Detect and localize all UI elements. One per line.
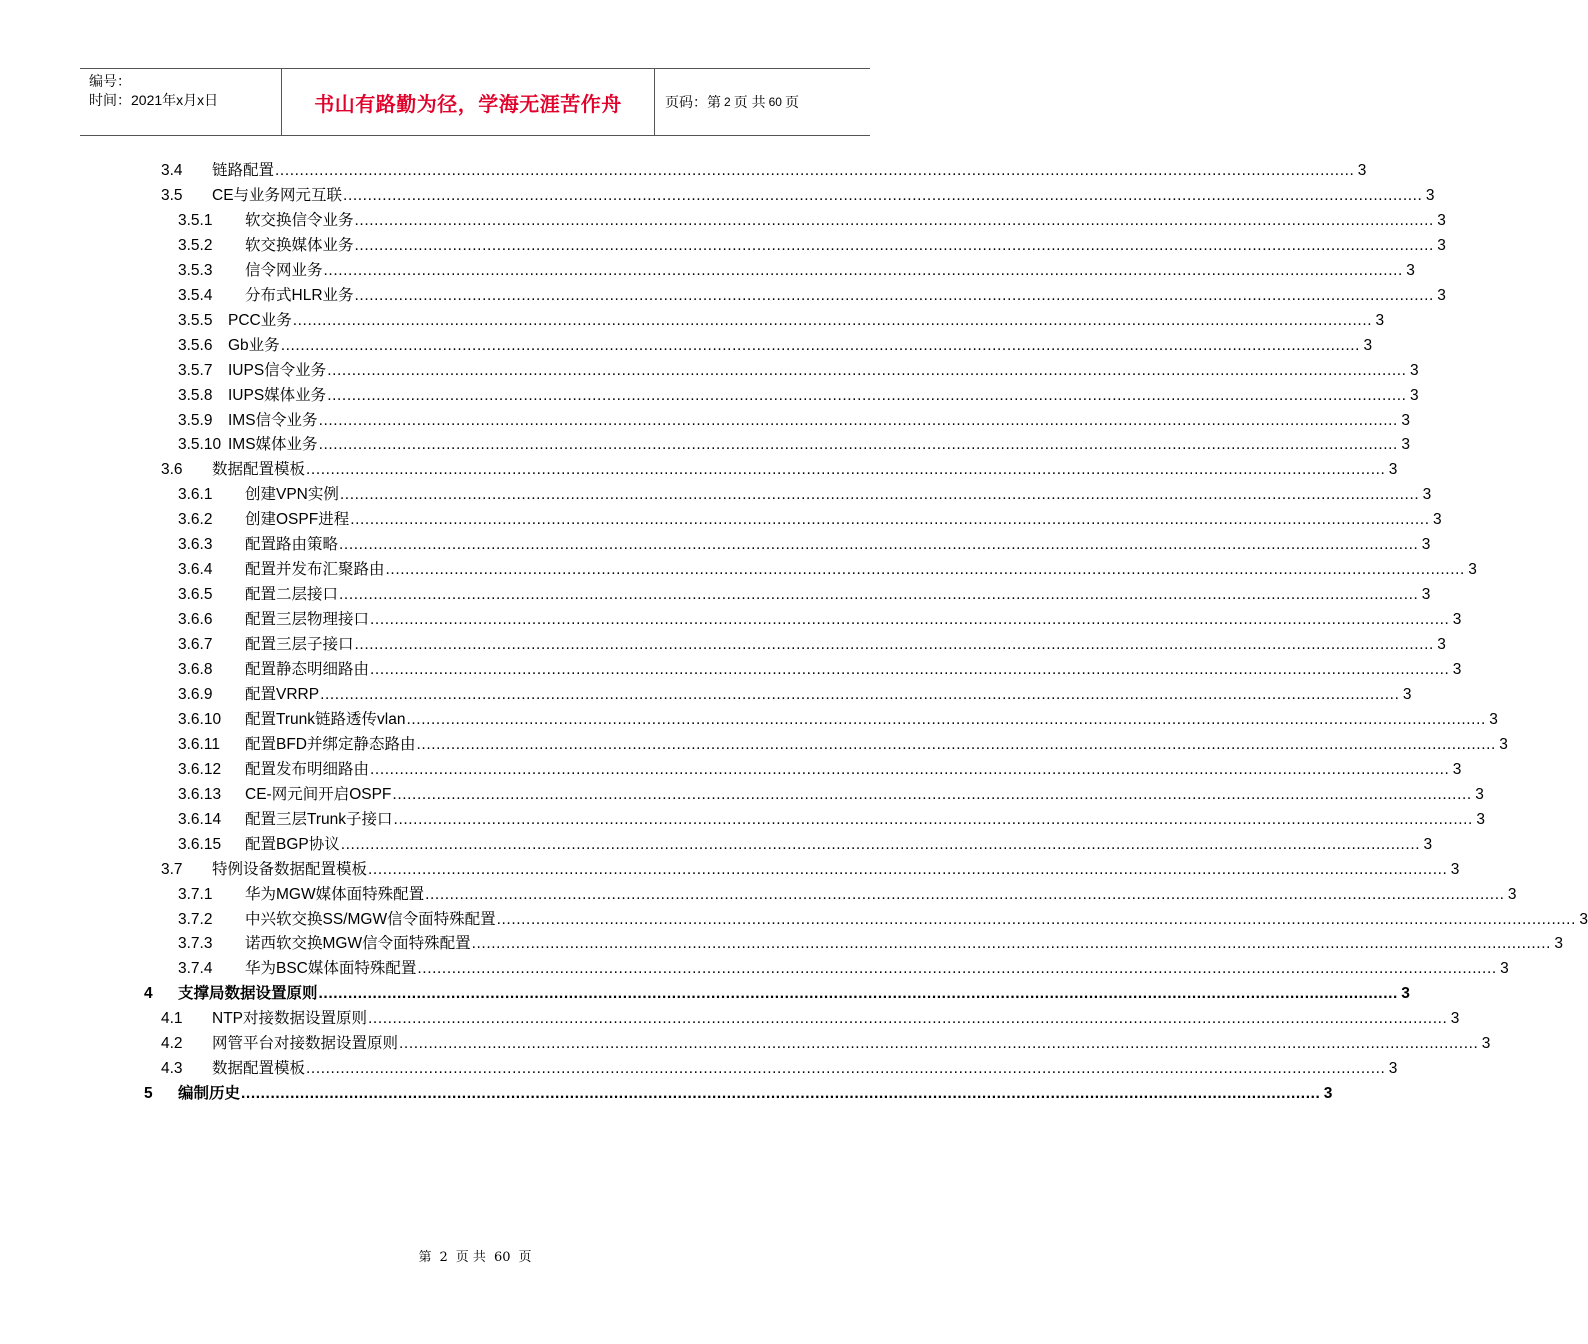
page-prefix: 页码：第 (665, 94, 721, 110)
toc-entry-leader: ............................................................................................................................................................................................................................ (368, 860, 1448, 878)
toc-entry[interactable] (178, 757, 1462, 782)
toc-entry-page: 3 (1437, 236, 1446, 254)
toc-entry-title: 配置VRRP (245, 685, 320, 703)
toc-entry-page: 3 (1423, 835, 1433, 853)
toc-entry-page: 3 (1500, 960, 1509, 978)
page-mid: 页 共 (733, 94, 766, 110)
toc-entry-number: 3.5.10 (178, 436, 222, 454)
toc-entry-number: 3.6.8 (178, 661, 213, 678)
toc-entry-leader: ............................................................................................................................................................................................................................ (339, 536, 1419, 554)
toc-entry-leader: ............................................................................................................................................................................................................................ (392, 785, 1472, 803)
toc-entry-page: 3 (1421, 536, 1431, 554)
toc-entry-number: 4.1 (161, 1010, 183, 1028)
toc-entry-title: 华为BSC媒体面特殊配置 (245, 960, 417, 978)
toc-entry-leader: ............................................................................................................................................................................................................................ (280, 336, 1361, 354)
toc-entry-page: 3 (1475, 785, 1484, 803)
toc-entry[interactable] (178, 782, 1484, 807)
toc-entry-number: 3.6 (161, 461, 183, 479)
toc-entry[interactable] (178, 682, 1412, 707)
toc-entry-number: 3.7.4 (178, 960, 213, 978)
toc-entry[interactable] (178, 607, 1462, 632)
toc-entry-title: 支撑局数据设置原则 (178, 985, 318, 1003)
footer-current: 2 (439, 1250, 448, 1265)
toc-entry-title: 数据配置模板 (212, 461, 306, 479)
toc-entry-number: 3.7.1 (178, 885, 213, 903)
toc-entry-number: 3.5 (161, 186, 183, 204)
footer-total: 60 (493, 1250, 511, 1265)
toc-entry-leader: ............................................................................................................................................................................................................................ (354, 636, 1434, 654)
toc-entry-leader: ............................................................................................................................................................................................................................ (496, 910, 1576, 928)
footer-mid: 页 共 (455, 1250, 486, 1265)
toc-entry-title: 配置Trunk链路透传vlan (245, 710, 406, 728)
toc-entry-page: 3 (1406, 261, 1415, 279)
toc-entry-number: 3.7 (161, 860, 183, 878)
toc-entry[interactable] (178, 956, 1509, 981)
toc-entry[interactable] (178, 208, 1446, 233)
toc-entry-number: 3.6.11 (178, 735, 220, 753)
toc-entry-leader: ............................................................................................................................................................................................................................ (393, 810, 1473, 828)
toc-entry[interactable] (178, 557, 1477, 582)
toc-entry[interactable] (178, 258, 1415, 283)
page-current: 2 (724, 95, 731, 109)
page-total: 60 (768, 95, 782, 109)
toc-entry-title: 诺西软交换MGW信令面特殊配置 (245, 935, 471, 953)
toc-entry-leader: ............................................................................................................................................................................................................................ (370, 760, 1450, 778)
toc-entry-title: CE-网元间开启OSPF (245, 785, 392, 803)
toc-entry[interactable] (178, 931, 1564, 956)
toc-entry-number: 3.5.3 (178, 261, 213, 279)
toc-entry-page: 3 (1450, 1010, 1460, 1028)
toc-entry-title: 网管平台对接数据设置原则 (212, 1035, 399, 1053)
toc-entry-page: 3 (1402, 685, 1412, 703)
toc-entry-title: IUPS信令业务 (228, 361, 327, 379)
toc-entry-page: 3 (1452, 760, 1462, 778)
toc-entry-page: 3 (1357, 162, 1367, 179)
toc-entry-page: 3 (1323, 1085, 1333, 1103)
toc-entry-page: 3 (1409, 386, 1419, 404)
toc-entry-leader: ............................................................................................................................................................................................................................ (275, 162, 1355, 179)
toc-entry-leader: ............................................................................................................................................................................................................................ (320, 685, 1400, 703)
toc-entry-leader: ............................................................................................................................................................................................................................ (350, 511, 1430, 529)
toc-entry[interactable] (161, 1056, 1398, 1081)
toc-entry[interactable] (161, 857, 1460, 882)
footer-suffix: 页 (518, 1250, 532, 1265)
page-header (80, 68, 870, 136)
toc-entry-number: 3.6.1 (178, 486, 213, 504)
toc-entry[interactable] (144, 981, 1410, 1006)
toc-entry-page: 3 (1489, 710, 1498, 728)
toc-entry[interactable] (178, 408, 1410, 433)
toc-entry-leader: ............................................................................................................................................................................................................................ (354, 236, 1434, 254)
toc-entry-leader: ............................................................................................................................................................................................................................ (406, 710, 1486, 728)
toc-entry-page: 3 (1481, 1035, 1491, 1053)
toc-entry-leader: ............................................................................................................................................................................................................................ (385, 561, 1465, 579)
toc-entry[interactable] (178, 807, 1485, 832)
toc-entry[interactable] (178, 532, 1431, 557)
page-suffix: 页 (784, 94, 799, 110)
toc-entry-page: 3 (1554, 935, 1564, 953)
toc-entry-leader: ............................................................................................................................................................................................................................ (306, 1060, 1386, 1078)
toc-entry[interactable] (178, 283, 1446, 308)
toc-entry-number: 3.5.2 (178, 236, 213, 254)
toc-entry-title: 配置路由策略 (245, 536, 339, 554)
toc-entry-number: 3.5.6 (178, 336, 213, 354)
toc-entry-title: 配置三层物理接口 (245, 611, 370, 629)
toc-entry-number: 3.5.4 (178, 286, 213, 304)
toc-entry-leader: ............................................................................................................................................................................................................................ (241, 1085, 1321, 1103)
toc-entry-leader: ............................................................................................................................................................................................................................ (327, 361, 1407, 379)
toc-entry-page: 3 (1468, 561, 1477, 579)
toc-entry-leader: ............................................................................................................................................................................................................................ (425, 885, 1505, 903)
toc-entry-title: 华为MGW媒体面特殊配置 (245, 885, 425, 903)
toc-entry[interactable] (178, 333, 1373, 358)
toc-entry-number: 3.6.12 (178, 760, 222, 778)
toc-entry[interactable] (161, 158, 1367, 183)
toc-entry-leader: ............................................................................................................................................................................................................................ (318, 985, 1398, 1003)
toc-entry-number: 3.5.8 (178, 386, 213, 404)
toc-entry-title: 中兴软交换SS/MGW信令面特殊配置 (245, 910, 496, 928)
toc-entry[interactable] (161, 1006, 1460, 1031)
toc-entry[interactable] (178, 882, 1517, 907)
toc-entry-title: 配置并发布汇聚路由 (245, 561, 385, 579)
toc-entry-page: 3 (1499, 735, 1508, 753)
toc-entry[interactable] (178, 707, 1498, 732)
document-time: 时间：2021年x月x日 (89, 92, 219, 108)
toc-entry-page: 3 (1476, 810, 1485, 828)
toc-entry-page: 3 (1450, 860, 1460, 878)
toc-entry-leader: ............................................................................................................................................................................................................................ (354, 211, 1434, 229)
toc-entry-number: 3.6.13 (178, 785, 222, 803)
toc-entry-title: 创建OSPF进程 (245, 511, 350, 529)
toc-entry-title: 创建VPN实例 (245, 486, 339, 504)
toc-entry-title: PCC业务 (228, 311, 292, 329)
toc-entry-leader: ............................................................................................................................................................................................................................ (340, 835, 1421, 853)
toc-entry-page: 3 (1437, 211, 1446, 229)
toc-entry[interactable] (178, 482, 1432, 507)
toc-entry-page: 3 (1579, 910, 1588, 928)
toc-entry-title: 软交换媒体业务 (245, 236, 354, 254)
toc-entry-page: 3 (1363, 336, 1373, 354)
toc-entry[interactable] (178, 432, 1410, 457)
toc-entry-number: 3.5.7 (178, 361, 213, 379)
toc-entry-number: 3.6.2 (178, 511, 213, 529)
toc-entry[interactable] (161, 457, 1398, 482)
toc-entry-title: 配置BGP协议 (245, 835, 340, 853)
toc-entry[interactable] (178, 632, 1446, 657)
toc-entry[interactable] (178, 832, 1433, 857)
toc-entry-title: CE与业务网元互联 (212, 186, 343, 204)
toc-entry-leader: ............................................................................................................................................................................................................................ (318, 411, 1398, 429)
toc-entry-title: 特例设备数据配置模板 (212, 860, 368, 878)
toc-entry-page: 3 (1401, 985, 1410, 1003)
toc-entry-number: 3.6.3 (178, 536, 213, 554)
toc-entry-number: 3.5.9 (178, 411, 213, 429)
toc-entry-leader: ............................................................................................................................................................................................................................ (471, 935, 1552, 953)
toc-entry[interactable] (178, 732, 1508, 757)
toc-entry-leader: ............................................................................................................................................................................................................................ (327, 386, 1407, 404)
toc-entry-page: 3 (1422, 486, 1432, 504)
toc-entry-number: 3.6.9 (178, 685, 213, 703)
document-code-label: 编号： (89, 73, 131, 89)
toc-entry-page: 3 (1388, 1060, 1398, 1078)
toc-entry-title: 配置三层子接口 (245, 636, 354, 654)
toc-entry-leader: ............................................................................................................................................................................................................................ (416, 735, 1496, 753)
toc-entry-leader: ............................................................................................................................................................................................................................ (370, 661, 1450, 678)
toc-entry-number: 3.6.10 (178, 710, 222, 728)
toc-entry[interactable] (161, 183, 1435, 208)
toc-entry-number: 4.3 (161, 1060, 183, 1078)
toc-entry-page: 3 (1388, 461, 1398, 479)
toc-entry-leader: ............................................................................................................................................................................................................................ (343, 186, 1423, 204)
toc-entry[interactable] (178, 383, 1419, 408)
toc-entry-title: 编制历史 (178, 1085, 241, 1103)
toc-entry[interactable] (178, 907, 1588, 932)
toc-entry-page: 3 (1452, 611, 1462, 629)
toc-entry-leader: ............................................................................................................................................................................................................................ (368, 1010, 1448, 1028)
toc-entry-leader: ............................................................................................................................................................................................................................ (318, 436, 1398, 454)
toc-entry[interactable] (178, 308, 1385, 333)
toc-entry-title: 配置三层Trunk子接口 (245, 810, 393, 828)
toc-entry-page: 3 (1437, 286, 1446, 304)
header-motto-cell (282, 69, 655, 135)
toc-entry-number: 3.6.5 (178, 586, 213, 604)
toc-entry-title: 软交换信令业务 (245, 211, 354, 229)
header-motto: 书山有路勤为径，学海无涯苦作舟 (314, 91, 622, 116)
toc-entry-page: 3 (1507, 885, 1517, 903)
toc-entry-leader: ............................................................................................................................................................................................................................ (306, 461, 1386, 479)
toc-entry-leader: ............................................................................................................................................................................................................................ (399, 1035, 1479, 1053)
toc-entry-title: 配置静态明细路由 (245, 661, 370, 678)
toc-entry-page: 3 (1421, 586, 1431, 604)
toc-entry-number: 3.7.3 (178, 935, 213, 953)
toc-entry-page: 3 (1452, 661, 1462, 678)
toc-entry-title: 配置二层接口 (245, 586, 339, 604)
toc-entry-title: 分布式HLR业务 (245, 286, 354, 304)
toc-entry-page: 3 (1409, 361, 1419, 379)
toc-entry[interactable] (178, 507, 1442, 532)
toc-entry-leader: ............................................................................................................................................................................................................................ (417, 960, 1497, 978)
toc-entry-title: IMS信令业务 (228, 411, 318, 429)
toc-entry-number: 3.5.1 (178, 211, 213, 229)
toc-entry-number: 3.7.2 (178, 910, 213, 928)
toc-entry-number: 3.6.6 (178, 611, 213, 629)
toc-entry-page: 3 (1401, 436, 1410, 454)
toc-entry-leader: ............................................................................................................................................................................................................................ (370, 611, 1450, 629)
toc-entry-number: 5 (144, 1085, 153, 1103)
toc-entry-number: 4 (144, 985, 153, 1003)
toc-entry-title: 数据配置模板 (212, 1060, 306, 1078)
toc-entry[interactable] (178, 233, 1446, 258)
toc-entry[interactable] (178, 657, 1462, 682)
toc-entry[interactable] (178, 582, 1431, 607)
toc-entry-number: 3.6.4 (178, 561, 213, 579)
toc-entry-number: 3.4 (161, 162, 183, 179)
toc-entry-leader: ............................................................................................................................................................................................................................ (339, 486, 1420, 504)
toc-entry-number: 3.5.5 (178, 311, 213, 329)
toc-entry-page: 3 (1425, 186, 1435, 204)
toc-entry-number: 4.2 (161, 1035, 183, 1053)
toc-entry-number: 3.6.7 (178, 636, 213, 654)
toc-entry-title: 配置BFD并绑定静态路由 (245, 735, 416, 753)
header-page-info (655, 69, 870, 135)
toc-entry-leader: ............................................................................................................................................................................................................................ (354, 286, 1434, 304)
toc-entry-title: 配置发布明细路由 (245, 760, 370, 778)
toc-entry-title: IUPS媒体业务 (228, 386, 327, 404)
toc-entry-title: 链路配置 (212, 162, 275, 179)
toc-entry-title: 信令网业务 (245, 261, 323, 279)
page-footer (0, 1246, 950, 1265)
toc-entry-leader: ............................................................................................................................................................................................................................ (339, 586, 1419, 604)
toc-entry[interactable] (144, 1081, 1333, 1106)
toc-entry[interactable] (161, 1031, 1491, 1056)
toc-entry-leader: ............................................................................................................................................................................................................................ (323, 261, 1403, 279)
toc-entry-page: 3 (1437, 636, 1446, 654)
toc-entry[interactable] (178, 358, 1419, 383)
toc-entry-page: 3 (1375, 311, 1385, 329)
toc-entry-title: Gb业务 (228, 336, 280, 354)
footer-prefix: 第 (418, 1250, 432, 1265)
toc-entry-page: 3 (1401, 411, 1410, 429)
toc-entry-title: IMS媒体业务 (228, 436, 318, 454)
toc-entry-number: 3.6.14 (178, 810, 222, 828)
toc-entry-leader: ............................................................................................................................................................................................................................ (292, 311, 1373, 329)
toc-entry-page: 3 (1432, 511, 1442, 529)
toc-entry-number: 3.6.15 (178, 835, 222, 853)
header-meta (80, 69, 282, 135)
toc-entry-title: NTP对接数据设置原则 (212, 1010, 368, 1028)
